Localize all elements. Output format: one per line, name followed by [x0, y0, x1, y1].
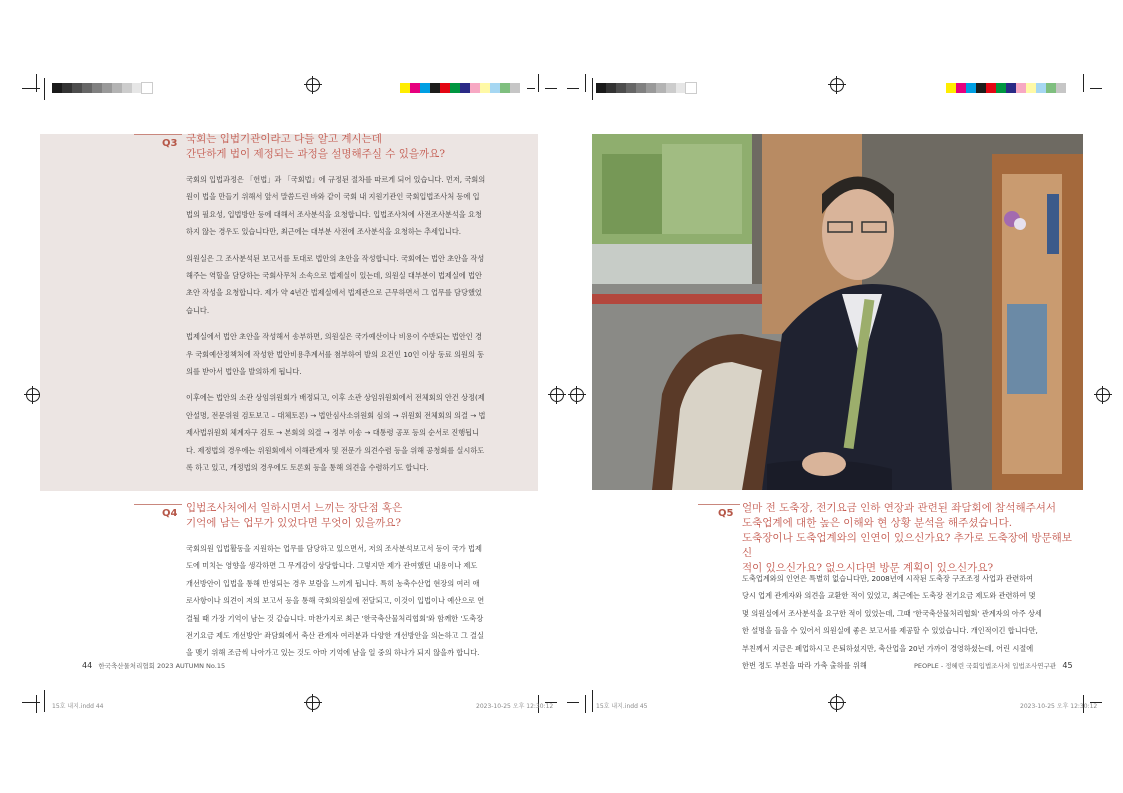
q4-title-line: 기억에 남는 업무가 있었다면 무엇이 있을까요?: [186, 517, 402, 529]
q5-paragraph: 도축업계와의 인연은 특별히 없습니다만, 2008년에 시작된 도축장 구조조정 사업과 관련하여 당시 업계 관계자와 의견을 교환한 적이 있었고, 최근에는 도축장 전기요금 제도와 관련하여 몇몇 의원실에서 조사분석을 요구한 적이 있었는데, 그때 '한국축산물처리협회' 관계자의 아주 상세한 설명을 들을 수 있어서 의원실에 좋은 보고서를 제공할 수 있었습니다. 개인적이긴 합니다만, 부친께서 지금은 폐업하시고 은퇴하셨지만, 축산업을 20년 가까이 경영하셨는데, 어린 시절에 한번 정도 부친을 따라 가축 출하를 위해: [742, 574, 1042, 671]
color-swatch: [1036, 83, 1046, 93]
color-swatch: [656, 83, 666, 93]
folio-text: 한국축산물처리협회 2023 AUTUMN No.15: [98, 662, 226, 670]
color-swatch: [420, 83, 430, 93]
registration-mark-icon: [830, 696, 844, 710]
q3-rule: [134, 134, 182, 135]
registration-mark-icon: [550, 388, 564, 402]
color-swatch: [606, 83, 616, 93]
color-swatch: [946, 83, 956, 93]
color-swatch: [636, 83, 646, 93]
q5-title-line: 적이 있으신가요? 없으시다면 방문 계획이 있으신가요?: [742, 562, 994, 574]
gray-color-bar: [596, 83, 696, 93]
right-slug-date: 2023-10-25 오후 12:30:12: [1020, 703, 1098, 710]
color-swatch: [596, 83, 606, 93]
color-swatch: [1026, 83, 1036, 93]
color-swatch: [1056, 83, 1066, 93]
right-slug: 15호 내지.indd 45: [596, 703, 648, 710]
color-swatch: [686, 83, 696, 93]
left-slug: 15호 내지.indd 44: [52, 703, 104, 710]
color-swatch: [460, 83, 470, 93]
q3-title-line: 국회는 입법기관이라고 다들 알고 계시는데: [186, 133, 382, 145]
page-number: 44: [82, 661, 93, 670]
color-swatch: [132, 83, 142, 93]
color-swatch: [976, 83, 986, 93]
color-swatch: [480, 83, 490, 93]
q3-paragraph: 법제실에서 법안 초안을 작성해서 송부하면, 의원실은 국가예산이나 비용이 수반되는 법안인 경우 국회예산정책처에 작성한 법안비용추계서를 첨부하여 발의 요건인 10인 이상 동료 의원의 동의를 받아서 법안을 발의하게 됩니다.: [186, 332, 485, 377]
color-swatch: [1006, 83, 1016, 93]
color-swatch: [440, 83, 450, 93]
color-swatch: [62, 83, 72, 93]
page-number: 45: [1062, 661, 1073, 670]
q5-label: Q5: [718, 508, 734, 519]
color-swatch: [142, 83, 152, 93]
color-swatch: [92, 83, 102, 93]
color-swatch: [646, 83, 656, 93]
color-swatch: [450, 83, 460, 93]
q5-rule: [698, 504, 740, 505]
interview-photo: [592, 134, 1083, 490]
color-swatch: [510, 83, 520, 93]
registration-mark-icon: [26, 388, 40, 402]
registration-mark-icon: [570, 388, 584, 402]
q4-paragraph: 국회의원 입법활동을 지원하는 업무를 담당하고 있으면서, 저의 조사분석보고서 등이 국가 법제도에 미치는 영향을 생각하면 그 무게감이 상당합니다. 그렇지만 제가 관여했던 내용이나 제도 개선방안이 입법을 통해 반영되는 경우 보람을 느끼게 됩니다. 특히 농축수산업 현장의 여러 애로사항이나 의견이 저의 보고서 등을 통해 국회의원실에 전달되고, 이것이 입법이나 예산으로 연결될 때 가장 기억이 남는 것 같습니다. 마찬가지로 최근 '한국축산물처리협회'와 함께한 '도축장 전기요금 제도 개선방안' 좌담회에서 축산 관계자 여러분과 다양한 개선방안을 의논하고 그 결실을 맺기 위해 조금씩 나아가고 있는 것도 아마 기억에 남을 일 중의 하나가 되지 않을까 합니다.: [186, 544, 485, 658]
color-swatch: [82, 83, 92, 93]
q3-title: [186, 132, 526, 162]
color-swatch: [490, 83, 500, 93]
process-color-bar: [946, 83, 1066, 93]
color-swatch: [616, 83, 626, 93]
q4-label: Q4: [162, 508, 178, 519]
q3-answer: [186, 171, 486, 486]
q5-title-line: 얼마 전 도축장, 전기요금 인하 연장과 관련된 좌담회에 참석해주셔서: [742, 502, 1057, 514]
right-folio: [914, 661, 1073, 670]
color-swatch: [400, 83, 410, 93]
q5-title: [742, 501, 1082, 576]
color-swatch: [470, 83, 480, 93]
q3-label: Q3: [162, 138, 178, 149]
color-swatch: [676, 83, 686, 93]
interview-photo-image: [592, 134, 1083, 490]
color-swatch: [666, 83, 676, 93]
color-swatch: [112, 83, 122, 93]
color-swatch: [430, 83, 440, 93]
q3-title-line: 간단하게 법이 제정되는 과정을 설명해주실 수 있을까요?: [186, 148, 445, 160]
registration-mark-icon: [306, 696, 320, 710]
color-swatch: [966, 83, 976, 93]
color-swatch: [500, 83, 510, 93]
color-swatch: [72, 83, 82, 93]
registration-mark-icon: [830, 78, 844, 92]
q3-paragraph: 의원실은 그 조사분석된 보고서를 토대로 법안의 초안을 작성합니다. 국회에는 법안 초안을 작성해주는 역할을 담당하는 국회사무처 소속으로 법제실이 있는데, 의원실 대부분이 법제실에 법안 초안 작성을 요청합니다. 제가 약 4년간 법제실에서 법제관으로 근무하면서 그 업무를 담당했었습니다.: [186, 253, 485, 315]
q5-title-line: 도축장이나 도축업계와의 인연이 있으신가요? 추가로 도축장에 방문해보신: [742, 532, 1072, 559]
color-swatch: [986, 83, 996, 93]
folio-text: PEOPLE - 정혜린 국회입법조사처 입법조사연구관: [914, 662, 1057, 670]
color-swatch: [1016, 83, 1026, 93]
q4-title-line: 입법조사처에서 일하시면서 느끼는 장단점 혹은: [186, 502, 403, 514]
registration-mark-icon: [306, 78, 320, 92]
color-swatch: [996, 83, 1006, 93]
registration-mark-icon: [1096, 388, 1110, 402]
q4-answer: [186, 540, 486, 671]
color-swatch: [626, 83, 636, 93]
q3-paragraph: 국회의 입법과정은 「헌법」과 「국회법」에 규정된 절차를 따르게 되어 있습니다. 먼저, 국회의원이 법을 만들기 위해서 앞서 말씀드린 바와 같이 국회 내 지원기관인 국회입법조사처 등에 입법의 필요성, 입법방안 등에 대해서 조사분석을 요청합니다. 입법조사처에 사전조사분석을 요청하지 않는 경우도 있습니다만, 최근에는 대부분 사전에 조사분석을 요청하는 추세입니다.: [186, 175, 486, 237]
color-swatch: [410, 83, 420, 93]
q5-title-line: 도축업계에 대한 높은 이해와 현 상황 분석을 해주셨습니다.: [742, 517, 1013, 529]
color-swatch: [102, 83, 112, 93]
color-swatch: [1046, 83, 1056, 93]
color-swatch: [52, 83, 62, 93]
q4-rule: [134, 504, 182, 505]
gray-color-bar: [52, 83, 152, 93]
left-slug-date: 2023-10-25 오후 12:30:12: [476, 703, 554, 710]
color-swatch: [956, 83, 966, 93]
color-swatch: [122, 83, 132, 93]
q4-title: [186, 501, 526, 531]
left-folio: [82, 661, 225, 670]
q3-paragraph: 이후에는 법안의 소관 상임위원회가 배정되고, 이후 소관 상임위원회에서 전체회의 안건 상정(제안설명, 전문위원 검토보고 – 대체토론) → 법안심사소위원회 심의 → 위원회 전체회의 의결 → 법제사법위원회 체계자구 검토 → 본회의 의결 → 정부 이송 → 대통령 공포 등의 순서로 진행됩니다. 제정법의 경우에는 위원회에서 이해관계자 및 전문가 의견수렴 등을 위해 공청회를 실시하도록 하고 있고, 개정법의 경우에도 토론회 등을 통해 의견을 수렴하기도 합니다.: [186, 393, 486, 473]
process-color-bar: [400, 83, 520, 93]
